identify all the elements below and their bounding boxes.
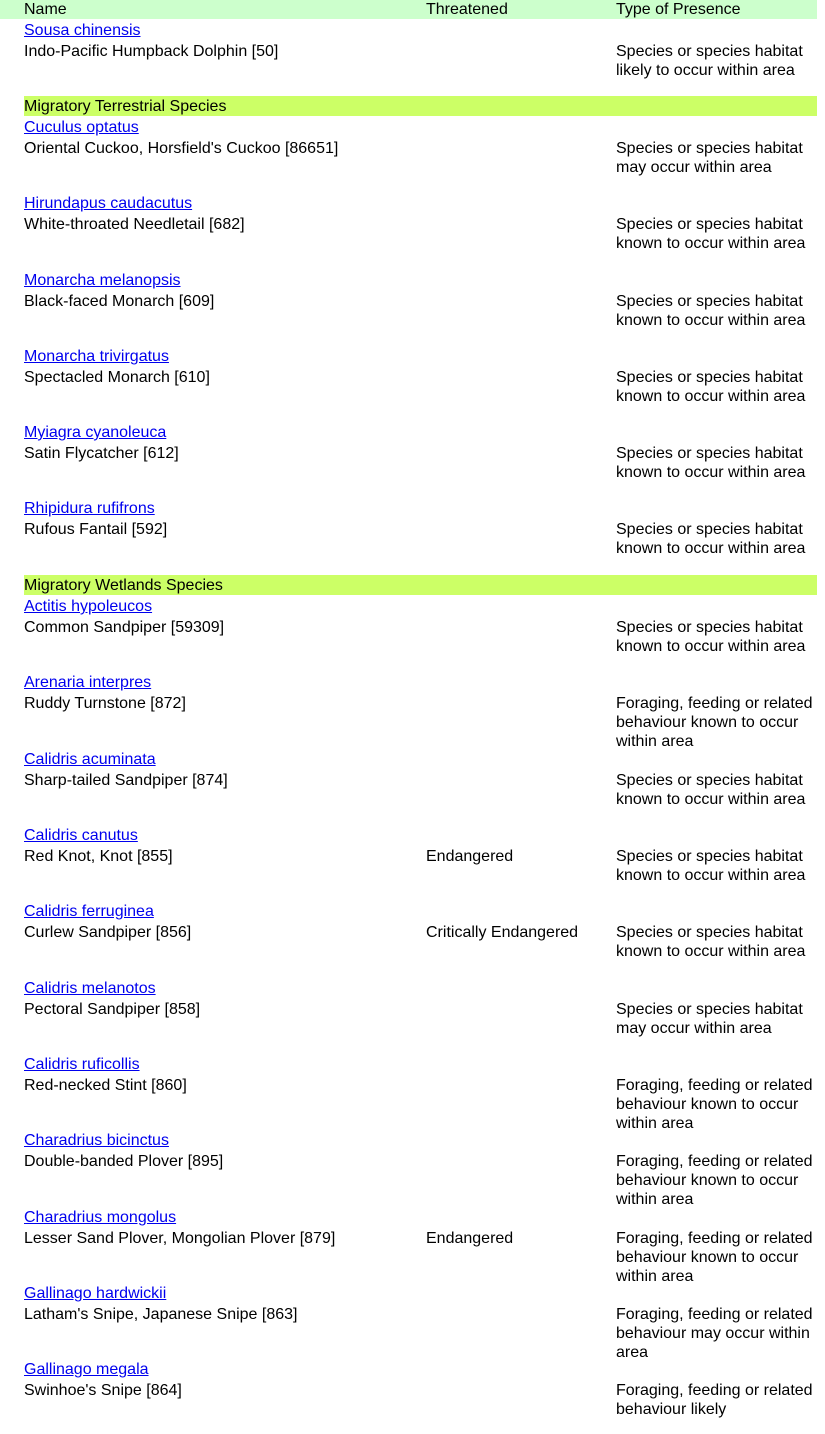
species-link[interactable]: Monarcha trivirgatus [24,348,169,365]
presence-type: Species or species habitat known to occur within area [616,924,806,960]
presence-type: Foraging, feeding or related behaviour known to occur within area [616,1077,813,1132]
presence-type: Species or species habitat may occur within area [616,1001,803,1037]
common-name: Sharp-tailed Sandpiper [874] [24,772,228,789]
presence-type: Species or species habitat known to occur within area [616,216,806,252]
species-link[interactable]: Hirundapus caudacutus [24,195,193,212]
species-link[interactable]: Calidris ruficollis [24,1056,140,1073]
common-name: Indo-Pacific Humpback Dolphin [50] [24,43,279,60]
species-link[interactable]: Rhipidura rufifrons [24,500,155,517]
species-link[interactable]: Cuculus optatus [24,119,139,136]
species-link[interactable]: Sousa chinensis [24,22,141,39]
species-link[interactable]: Myiagra cyanoleuca [24,424,167,441]
section-title: Migratory Terrestrial Species [24,98,227,115]
common-name: Lesser Sand Plover, Mongolian Plover [879] [24,1230,336,1247]
common-name: Ruddy Turnstone [872] [24,695,186,712]
common-name: Red Knot, Knot [855] [24,848,173,865]
species-link[interactable]: Monarcha melanopsis [24,272,181,289]
presence-type: Species or species habitat known to occur within area [616,772,806,808]
section-header [24,96,817,116]
common-name: Black-faced Monarch [609] [24,293,215,310]
species-link[interactable]: Gallinago hardwickii [24,1285,167,1302]
common-name: Red-necked Stint [860] [24,1077,187,1094]
presence-type: Species or species habitat likely to occur within area [616,43,803,79]
common-name: Rufous Fantail [592] [24,521,168,538]
section-title: Migratory Wetlands Species [24,577,223,594]
species-link[interactable]: Gallinago megala [24,1361,149,1378]
common-name: Oriental Cuckoo, Horsfield's Cuckoo [86651] [24,140,339,157]
common-name: Pectoral Sandpiper [858] [24,1001,201,1018]
presence-type: Species or species habitat known to occur within area [616,369,806,405]
species-link[interactable]: Actitis hypoleucos [24,598,153,615]
header-name: Name [24,1,67,18]
presence-type: Foraging, feeding or related behaviour may occur within area [616,1306,813,1361]
threatened-status: Endangered [426,848,514,865]
species-link[interactable]: Calidris canutus [24,827,138,844]
common-name: Common Sandpiper [59309] [24,619,225,636]
presence-type: Species or species habitat known to occur within area [616,521,806,557]
presence-type: Species or species habitat known to occur within area [616,293,806,329]
presence-type: Foraging, feeding or related behaviour known to occur within area [616,1230,813,1285]
common-name: Satin Flycatcher [612] [24,445,179,462]
common-name: White-throated Needletail [682] [24,216,245,233]
section-header [24,575,817,595]
presence-type: Foraging, feeding or related behaviour known to occur within area [616,695,813,750]
species-link[interactable]: Arenaria interpres [24,674,152,691]
common-name: Curlew Sandpiper [856] [24,924,192,941]
species-link[interactable]: Calidris acuminata [24,751,156,768]
species-link[interactable]: Calidris melanotos [24,980,156,997]
presence-type: Species or species habitat known to occur within area [616,619,806,655]
presence-type: Foraging, feeding or related behaviour likely [616,1382,813,1418]
presence-type: Species or species habitat known to occur within area [616,848,806,884]
threatened-status: Critically Endangered [426,924,579,941]
presence-type: Species or species habitat may occur within area [616,140,803,176]
threatened-status: Endangered [426,1230,514,1247]
common-name: Double-banded Plover [895] [24,1153,224,1170]
header-threatened: Threatened [426,1,508,18]
presence-type: Species or species habitat known to occur within area [616,445,806,481]
common-name: Swinhoe's Snipe [864] [24,1382,182,1399]
common-name: Spectacled Monarch [610] [24,369,210,386]
common-name: Latham's Snipe, Japanese Snipe [863] [24,1306,298,1323]
header-presence: Type of Presence [616,1,741,18]
species-link[interactable]: Calidris ferruginea [24,903,154,920]
species-link[interactable]: Charadrius mongolus [24,1209,177,1226]
species-link[interactable]: Charadrius bicinctus [24,1132,169,1149]
table-header [0,0,817,19]
presence-type: Foraging, feeding or related behaviour known to occur within area [616,1153,813,1208]
